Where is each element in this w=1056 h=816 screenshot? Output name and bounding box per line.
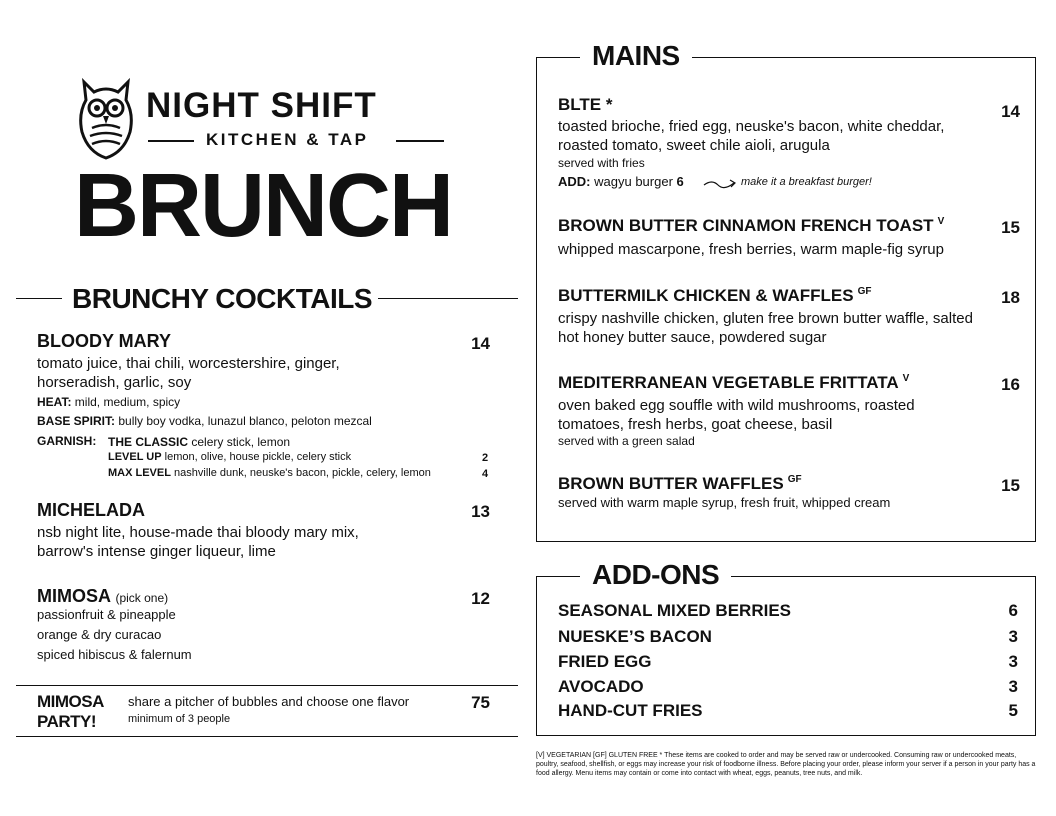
base-line bbox=[37, 413, 372, 429]
french-toast-desc: whipped mascarpone, fresh berries, warm maple-fig syrup bbox=[558, 241, 944, 258]
mimosa-flavor-3: spiced hibiscus & falernum bbox=[37, 647, 192, 662]
page-title: BRUNCH bbox=[74, 156, 452, 256]
waffles-desc: served with warm maple syrup, fresh fruit, whipped cream bbox=[558, 495, 891, 510]
garnish-label: GARNISH: bbox=[37, 434, 97, 448]
base-label: BASE SPIRIT: bbox=[37, 414, 116, 428]
frittata-title: MEDITERRANEAN VEGETABLE FRITTATA bbox=[558, 373, 899, 392]
mains-heading: MAINS bbox=[580, 40, 692, 72]
addon-price-3: 3 bbox=[1008, 652, 1018, 671]
level-label: LEVEL UP bbox=[108, 451, 162, 463]
french-toast-title: BROWN BUTTER CINNAMON FRENCH TOAST bbox=[558, 216, 934, 235]
mimosa-flavor-2: orange & dry curacao bbox=[37, 627, 162, 642]
frittata-name bbox=[558, 373, 909, 393]
owl-logo-icon bbox=[76, 76, 136, 160]
level-price: 2 bbox=[482, 452, 489, 464]
classic-label: THE CLASSIC bbox=[108, 435, 189, 449]
addon-price-1: 6 bbox=[1008, 601, 1018, 620]
waffles-name bbox=[558, 474, 802, 494]
mimosa-note: (pick one) bbox=[115, 591, 169, 605]
level-line bbox=[108, 451, 351, 463]
chicken-waffles-desc: crispy nashville chicken, gluten free brown butter waffle, salted hot honey butter sauce, powdered sugar bbox=[558, 310, 973, 346]
arrow-icon bbox=[702, 177, 738, 196]
addons-heading: ADD-ONS bbox=[580, 559, 731, 591]
heat-line bbox=[37, 394, 180, 410]
bloody-mary-desc: tomato juice, thai chili, worcestershire, ginger, horseradish, garlic, soy bbox=[37, 355, 340, 391]
chicken-waffles-tag: GF bbox=[857, 286, 872, 298]
party-name-2: PARTY! bbox=[37, 712, 97, 731]
addon-price-4: 3 bbox=[1008, 677, 1018, 696]
addon-name-4: AVOCADO bbox=[558, 677, 644, 696]
party-desc: share a pitcher of bubbles and choose one flavor bbox=[128, 694, 410, 709]
party-price: 75 bbox=[471, 693, 490, 712]
mimosa-price: 12 bbox=[471, 589, 490, 608]
french-toast-price: 15 bbox=[1001, 218, 1020, 237]
frittata-price: 16 bbox=[1001, 375, 1020, 394]
chicken-waffles-price: 18 bbox=[1001, 288, 1020, 307]
waffles-price: 15 bbox=[1001, 476, 1020, 495]
addon-price-5: 5 bbox=[1008, 701, 1018, 720]
frittata-tag: V bbox=[902, 373, 910, 385]
classic-line bbox=[108, 434, 290, 450]
bloody-mary-price: 14 bbox=[471, 334, 490, 353]
frittata-desc: oven baked egg souffle with wild mushrooms, roasted tomatoes, fresh herbs, goat cheese, basil bbox=[558, 397, 915, 433]
michelada-price: 13 bbox=[471, 502, 490, 521]
mimosa-flavor-1: passionfruit & pineapple bbox=[37, 607, 176, 622]
max-price: 4 bbox=[482, 468, 489, 480]
blte-add-label: ADD: bbox=[558, 174, 591, 189]
blte-add-line bbox=[558, 174, 684, 189]
blte-name: BLTE * bbox=[558, 95, 613, 114]
brand-name: NIGHT SHIFT bbox=[146, 86, 377, 125]
max-label: MAX LEVEL bbox=[108, 467, 171, 479]
michelada-name: MICHELADA bbox=[37, 500, 145, 520]
blte-desc: toasted brioche, fried egg, neuske's bacon, white cheddar, roasted tomato, sweet chile aioli, arugula bbox=[558, 118, 945, 154]
disclaimer: [V] VEGETARIAN [GF] GLUTEN FREE * These items are cooked to order and may be served raw or undercooked. Consuming raw or undercooked meats, poultry, seafood, shellfish, or eggs may increase your risk of foodborne illness. Before placing your order, please inform your server if a person in your party has a food allergy. Menu items may contain or come into contact with wheat, eggs, peanuts, tree nuts, and milk. bbox=[536, 752, 1036, 777]
bloody-mary-name: BLOODY MARY bbox=[37, 331, 172, 351]
max-value: nashville dunk, neuske's bacon, pickle, celery, lemon bbox=[174, 467, 431, 479]
waffles-tag: GF bbox=[787, 474, 802, 486]
mimosa-name: MIMOSA bbox=[37, 586, 111, 606]
base-value: bully boy vodka, lunazul blanco, peloton mezcal bbox=[118, 414, 372, 428]
mimosa-title bbox=[37, 586, 168, 607]
blte-add-note: make it a breakfast burger! bbox=[741, 176, 872, 188]
party-min: minimum of 3 people bbox=[128, 713, 231, 725]
blte-add-item: wagyu burger bbox=[594, 174, 673, 189]
classic-value: celery stick, lemon bbox=[191, 435, 291, 449]
chicken-waffles-name bbox=[558, 286, 871, 306]
frittata-served: served with a green salad bbox=[558, 434, 695, 448]
brand-sub: KITCHEN & TAP bbox=[206, 130, 369, 149]
french-toast-name bbox=[558, 216, 944, 236]
blte-price: 14 bbox=[1001, 102, 1020, 121]
addon-name-5: HAND-CUT FRIES bbox=[558, 701, 703, 720]
level-value: lemon, olive, house pickle, celery stick bbox=[164, 451, 352, 463]
blte-add-price: 6 bbox=[676, 174, 684, 189]
chicken-waffles-title: BUTTERMILK CHICKEN & WAFFLES bbox=[558, 286, 854, 305]
michelada-desc: nsb night lite, house-made thai bloody mary mix, barrow's intense ginger liqueur, lime bbox=[37, 524, 359, 560]
max-line bbox=[108, 467, 431, 479]
heat-label: HEAT: bbox=[37, 395, 72, 409]
french-toast-tag: V bbox=[937, 216, 945, 228]
blte-served: served with fries bbox=[558, 156, 645, 170]
addon-name-1: SEASONAL MIXED BERRIES bbox=[558, 601, 792, 620]
addon-name-2: NUESKE’S BACON bbox=[558, 627, 712, 646]
waffles-title: BROWN BUTTER WAFFLES bbox=[558, 474, 784, 493]
party-name-1: MIMOSA bbox=[37, 692, 104, 711]
heat-value: mild, medium, spicy bbox=[74, 395, 181, 409]
addon-price-2: 3 bbox=[1008, 627, 1018, 646]
cocktails-heading: BRUNCHY COCKTAILS bbox=[72, 283, 373, 314]
addon-name-3: FRIED EGG bbox=[558, 652, 652, 671]
